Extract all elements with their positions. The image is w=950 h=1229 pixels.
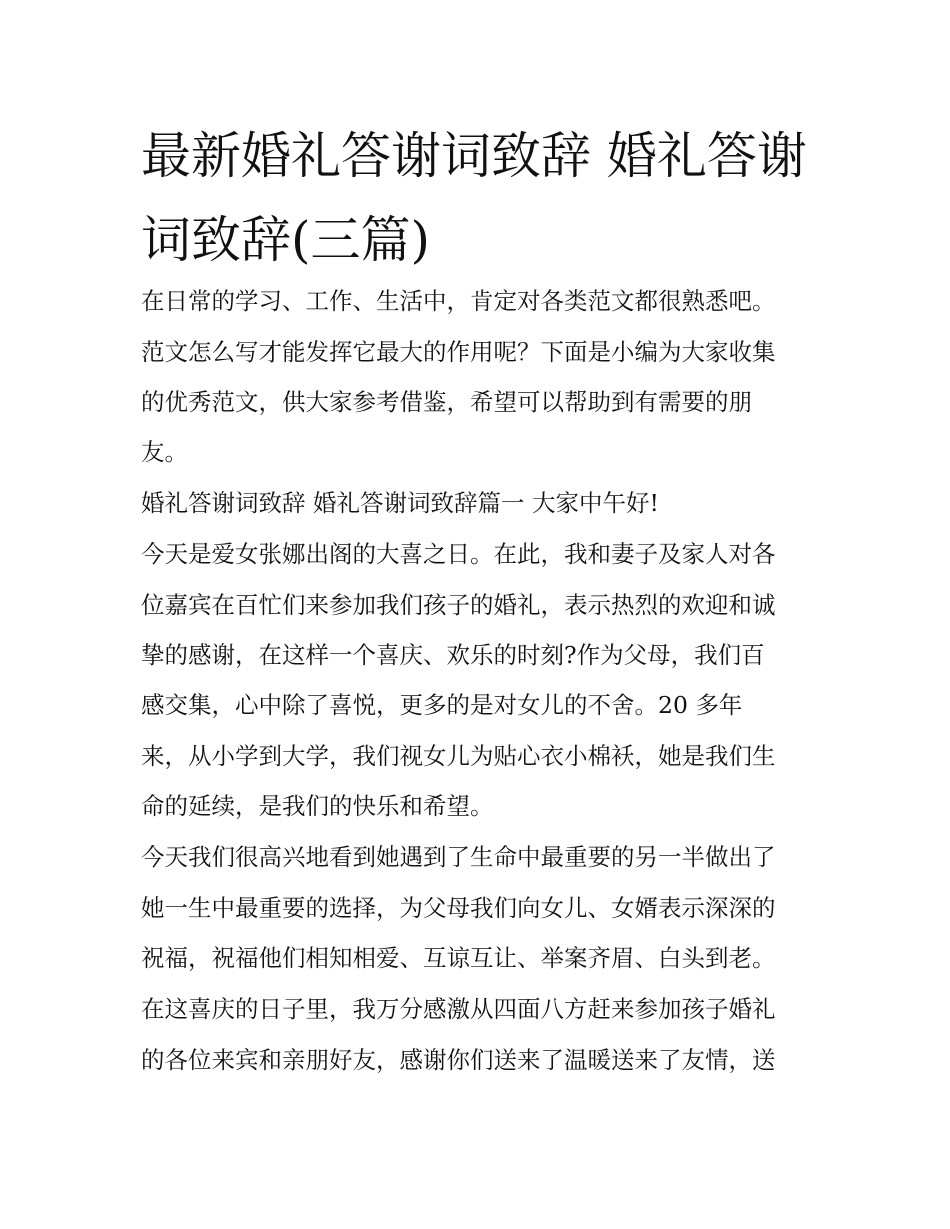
body-line-9: 感交集，心中除了喜悦，更多的是对女儿的不舍。20 多年 bbox=[141, 691, 743, 719]
body-line-14: 祝福，祝福他们相知相爱、互谅互让、举案齐眉、白头到老。 bbox=[141, 944, 776, 972]
body-line-3: 的优秀范文，供大家参考借鉴，希望可以帮助到有需要的朋 bbox=[141, 388, 752, 416]
body-line-1: 在日常的学习、工作、生活中，肯定对各类范文都很熟悉吧。 bbox=[141, 287, 776, 315]
body-line-5: 婚礼答谢词致辞 婚礼答谢词致辞篇一 大家中午好! bbox=[141, 489, 659, 517]
document-title bbox=[141, 114, 821, 282]
body-line-7: 位嘉宾在百忙们来参加我们孩子的婚礼，表示热烈的欢迎和诚 bbox=[141, 591, 776, 619]
title-line-1: 最新婚礼答谢词致辞 婚礼答谢 bbox=[141, 127, 807, 185]
body-line-8: 挚的感谢，在这样一个喜庆、欢乐的时刻?作为父母，我们百 bbox=[141, 641, 765, 669]
body-line-2: 范文怎么写才能发挥它最大的作用呢？下面是小编为大家收集 bbox=[141, 338, 776, 366]
body-line-11: 命的延续，是我们的快乐和希望。 bbox=[141, 792, 494, 820]
body-line-13: 她一生中最重要的选择，为父母我们向女儿、女婿表示深深的 bbox=[141, 894, 776, 922]
body-line-10: 来，从小学到大学，我们视女儿为贴心衣小棉袄，她是我们生 bbox=[141, 742, 776, 770]
body-line-6: 今天是爱女张娜出阁的大喜之日。在此，我和妻子及家人对各 bbox=[141, 540, 776, 568]
body-line-16: 的各位来宾和亲朋好友，感谢你们送来了温暖送来了友情，送 bbox=[141, 1046, 776, 1074]
body-line-15: 在这喜庆的日子里，我万分感激从四面八方赶来参加孩子婚礼 bbox=[141, 995, 776, 1023]
body-line-12: 今天我们很高兴地看到她遇到了生命中最重要的另一半做出了 bbox=[141, 843, 776, 871]
body-line-4: 友。 bbox=[141, 438, 188, 466]
title-line-2: 词致辞(三篇) bbox=[141, 211, 431, 269]
